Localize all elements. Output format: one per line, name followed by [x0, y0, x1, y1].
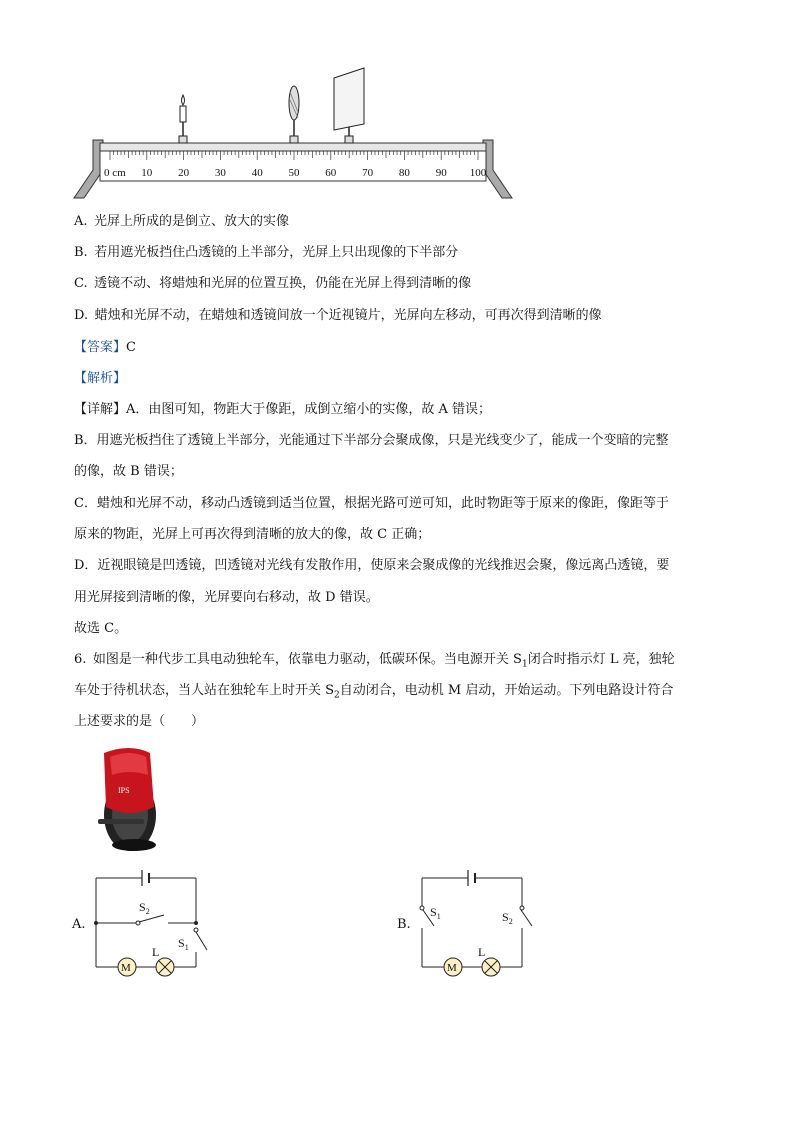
conclusion: 故选 C。 — [74, 621, 128, 636]
ruler-scale-label: 30 — [214, 167, 226, 179]
ruler-scale-label: 10 — [141, 167, 153, 179]
explanation-d1: D．近视眼镜是凹透镜，凹透镜对光线有发散作用，使原来会聚成像的光线推迟会聚，像远离凸透镜，要 — [74, 558, 670, 573]
option-c: C. 透镜不动、将蜡烛和光屏的位置互换，仍能在光屏上得到清晰的像 — [74, 276, 472, 291]
question6-line1: 6. 如图是一种代步工具电动独轮车，依靠电力驱动，低碳环保。当电源开关 $S_1$闭合时指示灯 L 亮，独轮 — [74, 652, 675, 670]
circuit-a-label: A. — [72, 917, 86, 932]
option-a: A. 光屏上所成的是倒立、放大的实像 — [74, 214, 290, 229]
circuit-b-label: B. — [397, 917, 411, 932]
explanation-a: 【详解】A．由图可知，物距大于像距，成倒立缩小的实像，故 A 错误； — [74, 402, 492, 417]
explanation-d2: 用光屏接到清晰的像，光屏要向右移动，故 D 错误。 — [74, 590, 379, 605]
explanation-b2: 的像，故 B 错误； — [74, 464, 183, 479]
ruler-scale-label: 50 — [288, 167, 300, 179]
ruler-scale-label: 70 — [362, 167, 374, 179]
ruler-scale-label: 40 — [251, 167, 263, 179]
unicycle-logo-text: IPS — [118, 786, 130, 795]
circuit-a-s1-label: $S_1$ — [178, 936, 189, 952]
ruler-scale-label: 90 — [435, 167, 447, 179]
explanation-c2: 原来的物距，光屏上可再次得到清晰的放大的像，故 C 正确； — [74, 527, 431, 542]
ruler-scale-label: 80 — [398, 167, 410, 179]
candle — [179, 95, 187, 143]
question6-line3: 上述要求的是（ ） — [74, 714, 205, 729]
optical-bench-figure — [0, 0, 794, 205]
option-d: D. 蜡烛和光屏不动，在蜡烛和透镜间放一个近视镜片，光屏向左移动，可再次得到清晰的像 — [74, 308, 602, 323]
circuit-a-diagram — [86, 868, 226, 983]
circuit-b-motor: M — [447, 962, 457, 974]
option-b: B. 若用遮光板挡住凸透镜的上半部分，光屏上只出现像的下半部分 — [74, 245, 459, 260]
circuit-b-s2-label: $S_2$ — [502, 910, 513, 926]
ruler-scale-label: 60 — [325, 167, 337, 179]
explanation-c1: C．蜡烛和光屏不动，移动凸透镜到适当位置，根据光路可逆可知，此时物距等于原来的像距，像距等于 — [74, 496, 669, 511]
light-screen — [334, 68, 364, 143]
ruler-scale-label: 100 — [469, 167, 487, 179]
explanation-b1: B．用遮光板挡住了透镜上半部分，光能通过下半部分会聚成像，只是光线变少了，能成一个变暗的完整 — [74, 433, 669, 448]
circuit-a-lamp-label: L — [152, 945, 160, 959]
ruler-scale-label: 20 — [178, 167, 190, 179]
electric-unicycle-image — [84, 745, 174, 860]
convex-lens — [289, 86, 299, 143]
circuit-b-lamp-label: L — [478, 945, 486, 959]
circuit-a-s2-label: $S_2$ — [139, 900, 150, 916]
question6-line2: 车处于待机状态，当人站在独轮车上时开关 $S_2$自动闭合，电动机 M 启动，开始运动。下列电路设计符合 — [74, 683, 674, 701]
analysis-heading: 【解析】 — [74, 371, 127, 386]
circuit-a-motor: M — [121, 962, 131, 974]
circuit-b-s1-label: $S_1$ — [430, 905, 441, 921]
ruler-scale-label: 0 cm — [104, 167, 126, 179]
circuit-b-diagram — [412, 868, 542, 983]
answer-line: 【答案】C — [74, 340, 136, 355]
